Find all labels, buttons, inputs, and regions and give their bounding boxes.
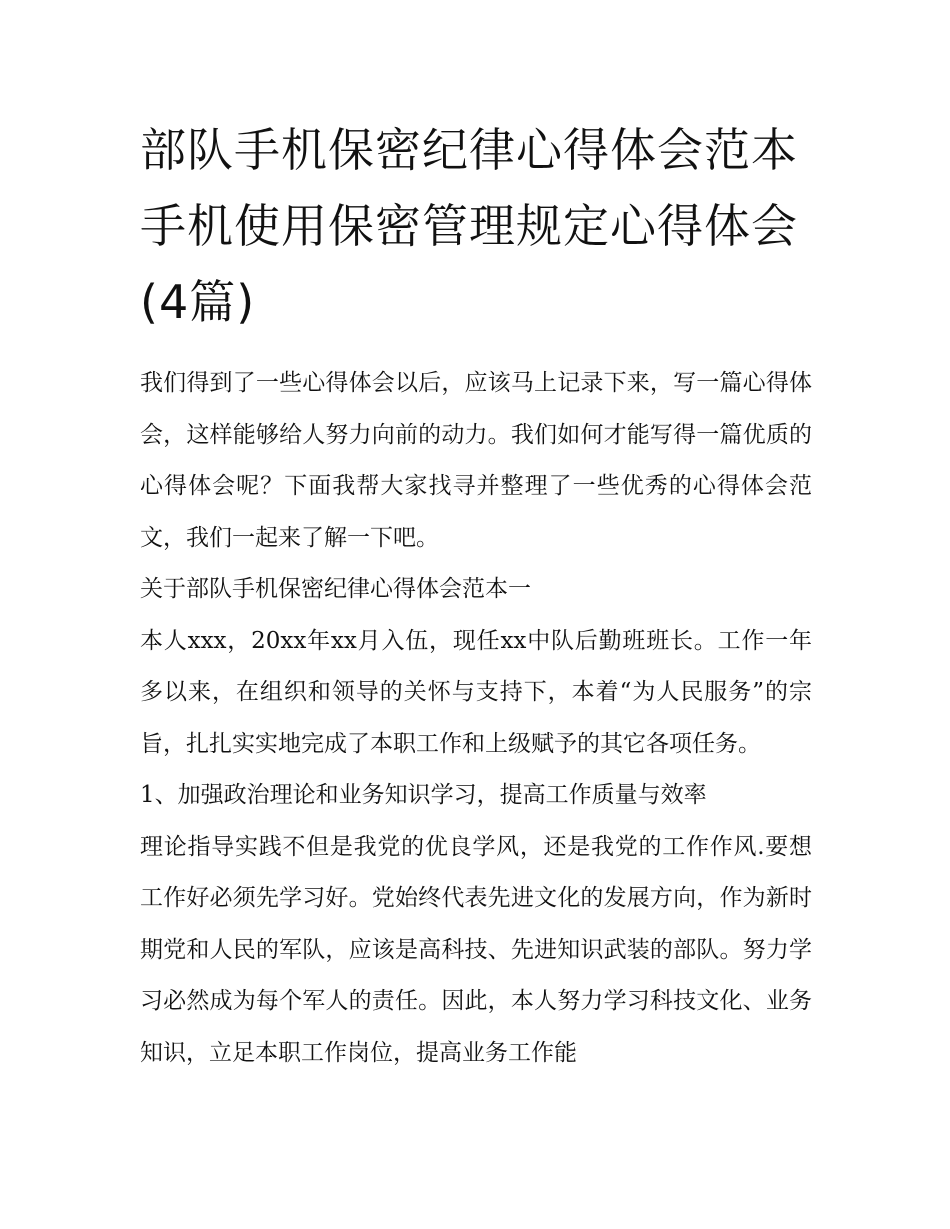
body-paragraph: 理论指导实践不但是我党的优良学风，还是我党的工作作风.要想工作好必须先学习好。党始终代表先进文化的发展方向，作为新时期党和人民的军队，应该是高科技、先进知识武装的部队。努力学习必然成为每个军人的责任。因此，本人努力学习科技文化、业务知识，立足本职工作岗位，提高业务工作能	[140, 833, 812, 1066]
intro-paragraph: 我们得到了一些心得体会以后，应该马上记录下来，写一篇心得体会，这样能够给人努力向前的动力。我们如何才能写得一篇优质的心得体会呢？下面我帮大家找寻并整理了一些优秀的心得体会范文，我们一起来了解一下吧。	[140, 370, 812, 551]
document-body	[140, 358, 812, 1079]
subsection-heading: 1、加强政治理论和业务知识学习，提高工作质量与效率	[140, 782, 707, 808]
document-content	[140, 112, 812, 1079]
body-paragraph: 本人xxx，20xx年xx月入伍，现任xx中队后勤班班长。工作一年多以来，在组织和领导的关怀与支持下，本着“为人民服务”的宗旨，扎扎实实地完成了本职工作和上级赋予的其它各项任务。	[140, 627, 812, 757]
section-heading: 关于部队手机保密纪律心得体会范本一	[140, 576, 531, 602]
document-title: 部队手机保密纪律心得体会范本 手机使用保密管理规定心得体会(4篇)	[140, 123, 798, 329]
